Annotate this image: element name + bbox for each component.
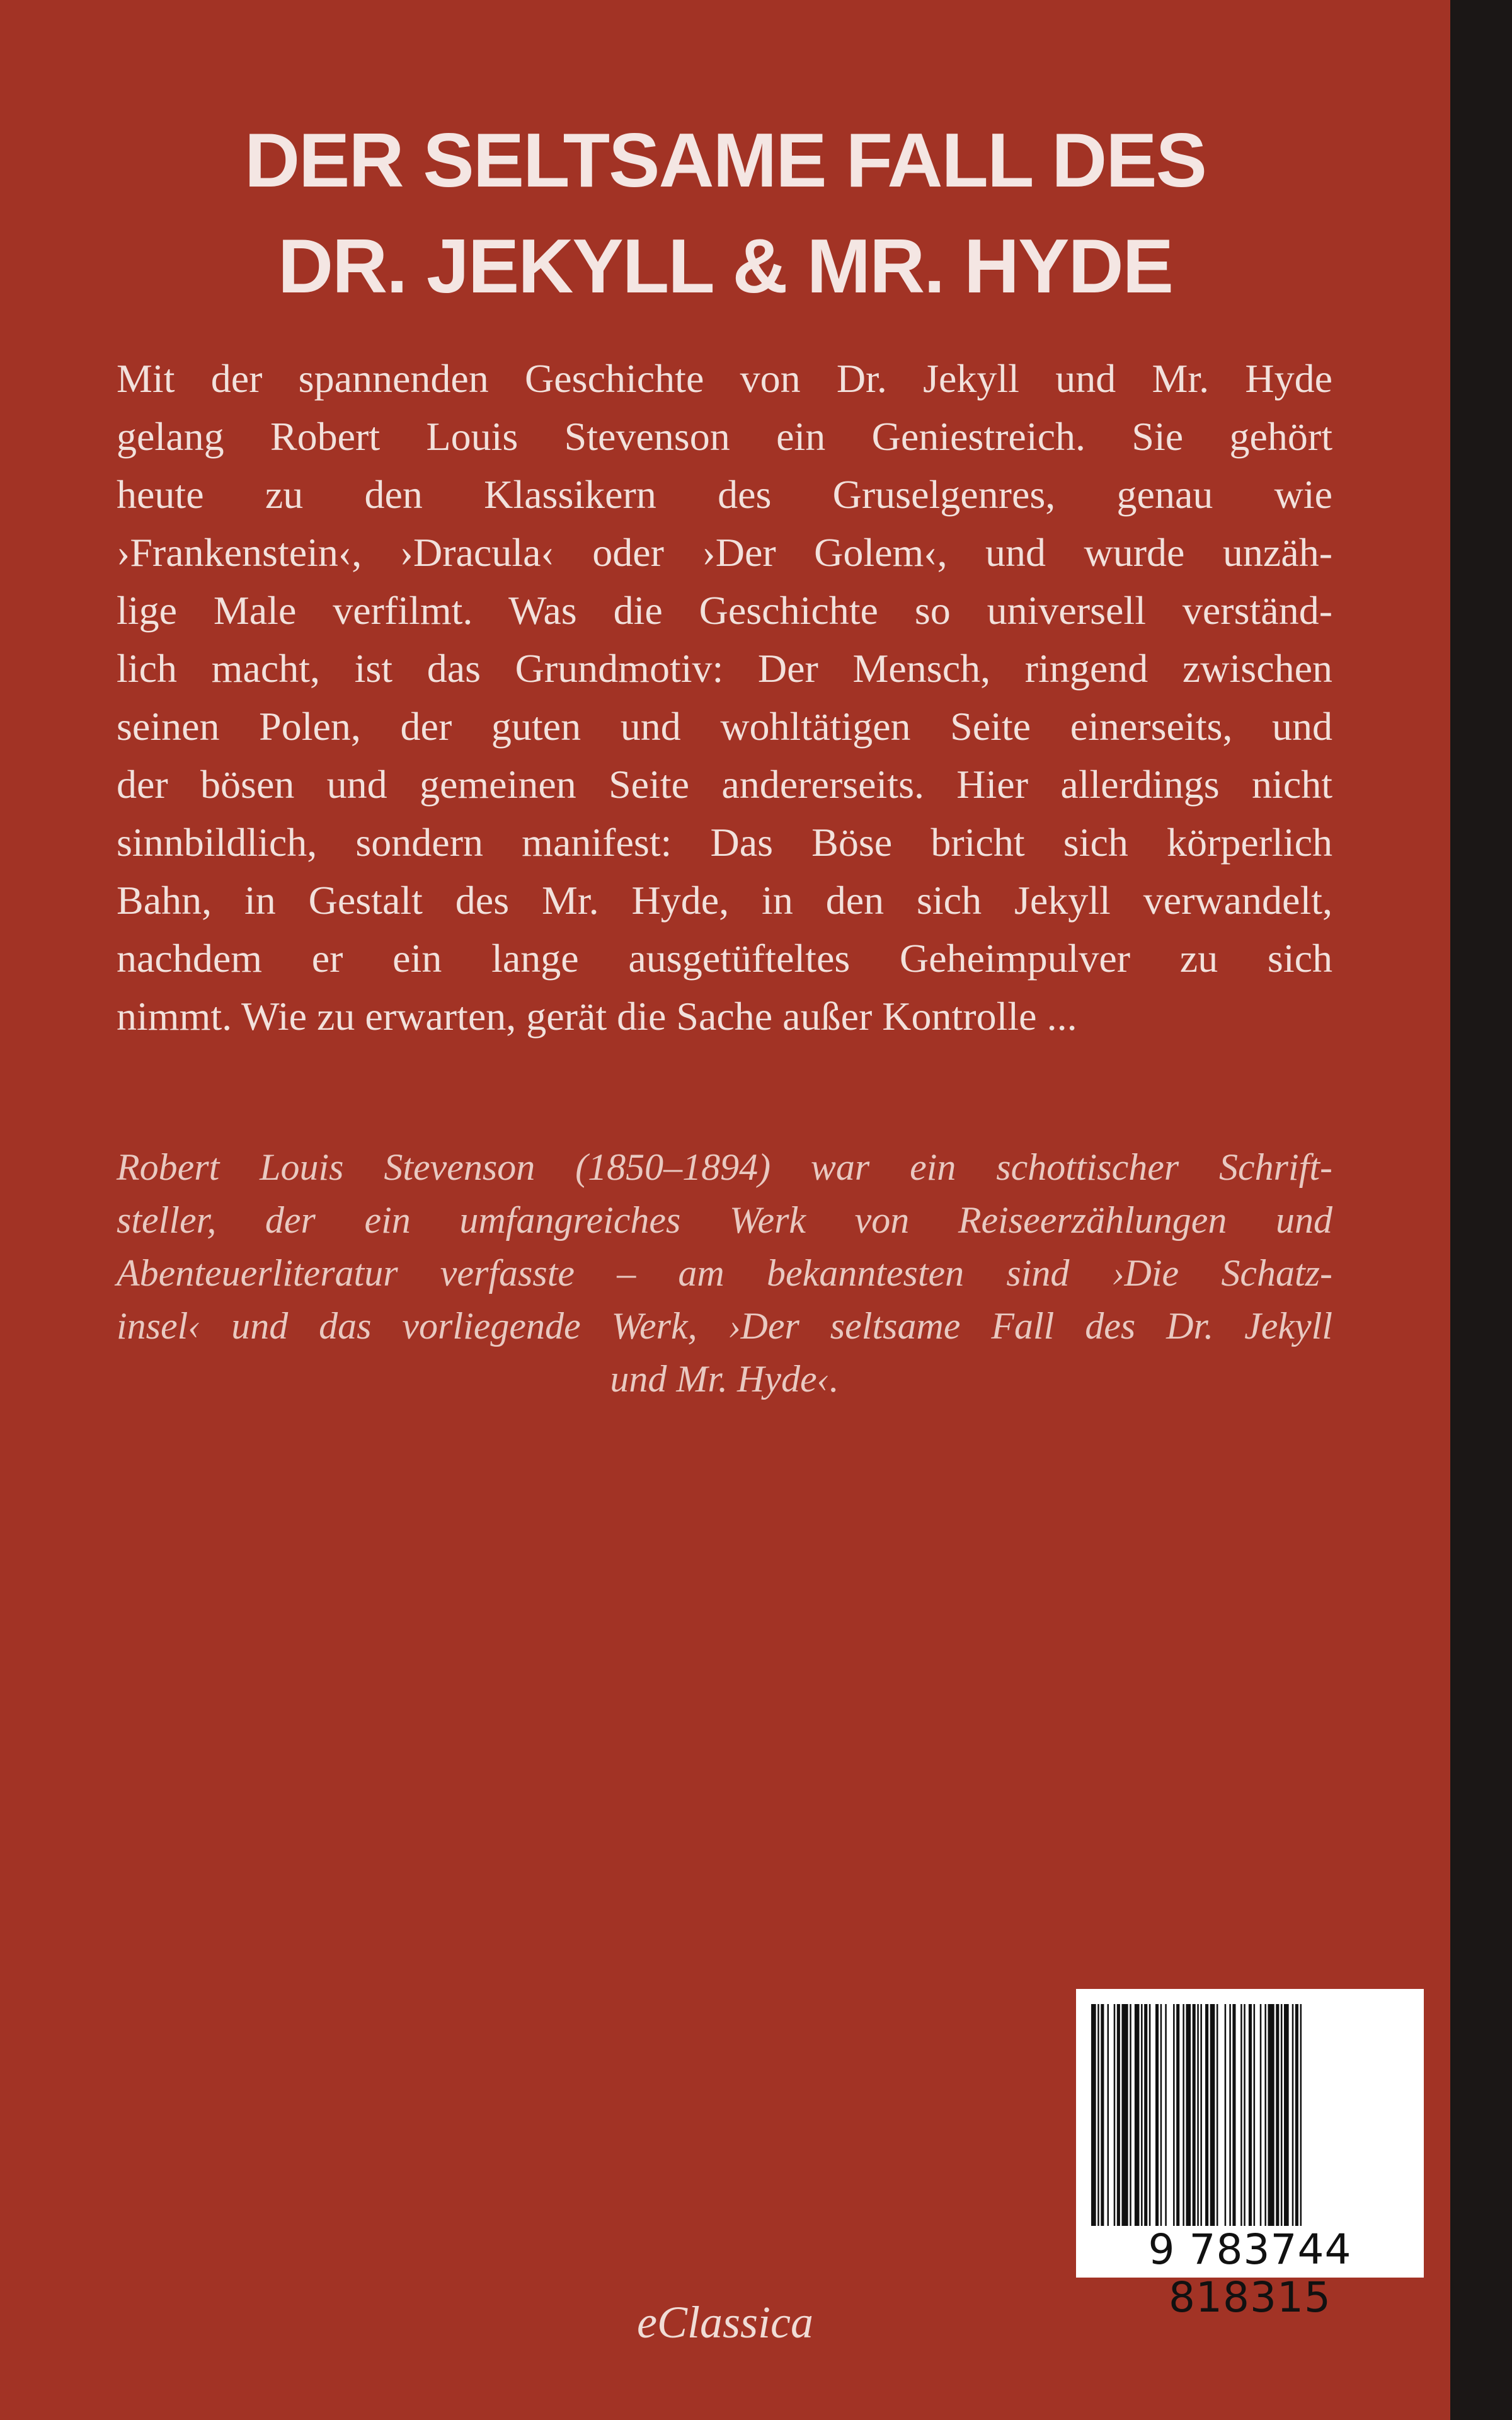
barcode-bar (1281, 2004, 1283, 2226)
blurb-line: nimmt. Wie zu erwarten, gerät die Sache außer Kontrolle ... (117, 994, 1077, 1039)
barcode-bar (1176, 2004, 1179, 2226)
barcode-bar (1205, 2004, 1208, 2226)
bio-line: steller, der ein umfangreiches Werk von Reiseerzählungen und (117, 1199, 1332, 1241)
bio-line: insel‹ und das vorliegende Werk, ›Der seltsame Fall des Dr. Jekyll (117, 1305, 1332, 1347)
barcode-bar (1244, 2004, 1246, 2226)
blurb-line: seinen Polen, der guten und wohltätigen Seite einerseits, und (117, 704, 1332, 749)
blurb-line: sinnbildlich, sondern manifest: Das Böse bricht sich körperlich (117, 820, 1332, 865)
blurb-line: lich macht, ist das Grundmotiv: Der Mensch, ringend zwischen (117, 646, 1332, 691)
barcode-bar (1254, 2004, 1256, 2226)
spine-edge (1450, 0, 1512, 2420)
title-line-1: DER SELTSAME FALL DES (244, 117, 1206, 203)
barcode-bar (1108, 2004, 1109, 2226)
barcode-bar (1144, 2004, 1147, 2226)
barcode-bar (1141, 2004, 1143, 2226)
barcode-bar (1232, 2004, 1235, 2226)
barcode-bar (1091, 2004, 1096, 2226)
barcode-bar (1210, 2004, 1215, 2226)
blurb-line: lige Male verfilmt. Was die Geschichte so universell verständ- (117, 588, 1332, 633)
barcode-bar (1173, 2004, 1175, 2226)
barcode-bar (1229, 2004, 1231, 2226)
barcode-bar (1225, 2004, 1227, 2226)
barcode-bar (1284, 2004, 1289, 2226)
blurb-line: heute zu den Klassikern des Gruselgenres, genau wie (117, 472, 1332, 517)
barcode-bar (1101, 2004, 1104, 2226)
blurb-line: gelang Robert Louis Stevenson ein Geniestreich. Sie gehört (117, 414, 1332, 459)
barcode-bar (1240, 2004, 1242, 2226)
barcode-bar (1217, 2004, 1218, 2226)
barcode-bar (1183, 2004, 1184, 2226)
barcode-bar (1130, 2004, 1131, 2226)
blurb-line: Mit der spannenden Geschichte von Dr. Jekyll und Mr. Hyde (117, 356, 1332, 401)
title-line-2: DR. JEKYLL & MR. HYDE (278, 223, 1172, 309)
author-bio (117, 1141, 1332, 1405)
barcode-bar (1249, 2004, 1252, 2226)
barcode-bar (1165, 2004, 1167, 2226)
barcode-bar (1268, 2004, 1274, 2226)
isbn-barcode (1076, 1989, 1424, 2322)
blurb-line: ›Frankenstein‹, ›Dracula‹ oder ›Der Golem‹, und wurde unzäh- (117, 530, 1332, 575)
barcode-bar (1200, 2004, 1202, 2226)
barcode-bar (1114, 2004, 1116, 2226)
barcode-bar (1300, 2004, 1302, 2226)
publisher-logo: eClassica (637, 2297, 813, 2348)
bio-line: Abenteuerliteratur verfasste – am bekanntesten sind ›Die Schatz- (117, 1252, 1332, 1294)
barcode-bar (1121, 2004, 1128, 2226)
barcode-bar (1264, 2004, 1266, 2226)
barcode-bar (1149, 2004, 1151, 2226)
barcode-bar (1160, 2004, 1162, 2226)
book-title (0, 107, 1450, 319)
barcode-bar (1193, 2004, 1196, 2226)
barcode-bar (1155, 2004, 1159, 2226)
barcode-bar (1295, 2004, 1298, 2226)
blurb-line: nachdem er ein lange ausgetüfteltes Geheimpulver zu sich (117, 936, 1332, 981)
barcode-bar (1186, 2004, 1191, 2226)
blurb-line: der bösen und gemeinen Seite andererseits. Hier allerdings nicht (117, 762, 1332, 807)
bio-line: Robert Louis Stevenson (1850–1894) war ein schottischer Schrift- (117, 1146, 1332, 1188)
barcode-bar (1135, 2004, 1140, 2226)
barcode-bar (1276, 2004, 1279, 2226)
barcode-bar (1260, 2004, 1262, 2226)
barcode-bar (1292, 2004, 1294, 2226)
isbn-number: 9 783744 818315 (1148, 2225, 1352, 2322)
barcode-bar (1117, 2004, 1120, 2226)
barcode-bar (1197, 2004, 1199, 2226)
bio-line: und Mr. Hyde‹. (610, 1358, 839, 1400)
blurb-text (117, 350, 1332, 1046)
blurb-line: Bahn, in Gestalt des Mr. Hyde, in den sich Jekyll verwandelt, (117, 878, 1332, 923)
barcode-bar (1097, 2004, 1099, 2226)
